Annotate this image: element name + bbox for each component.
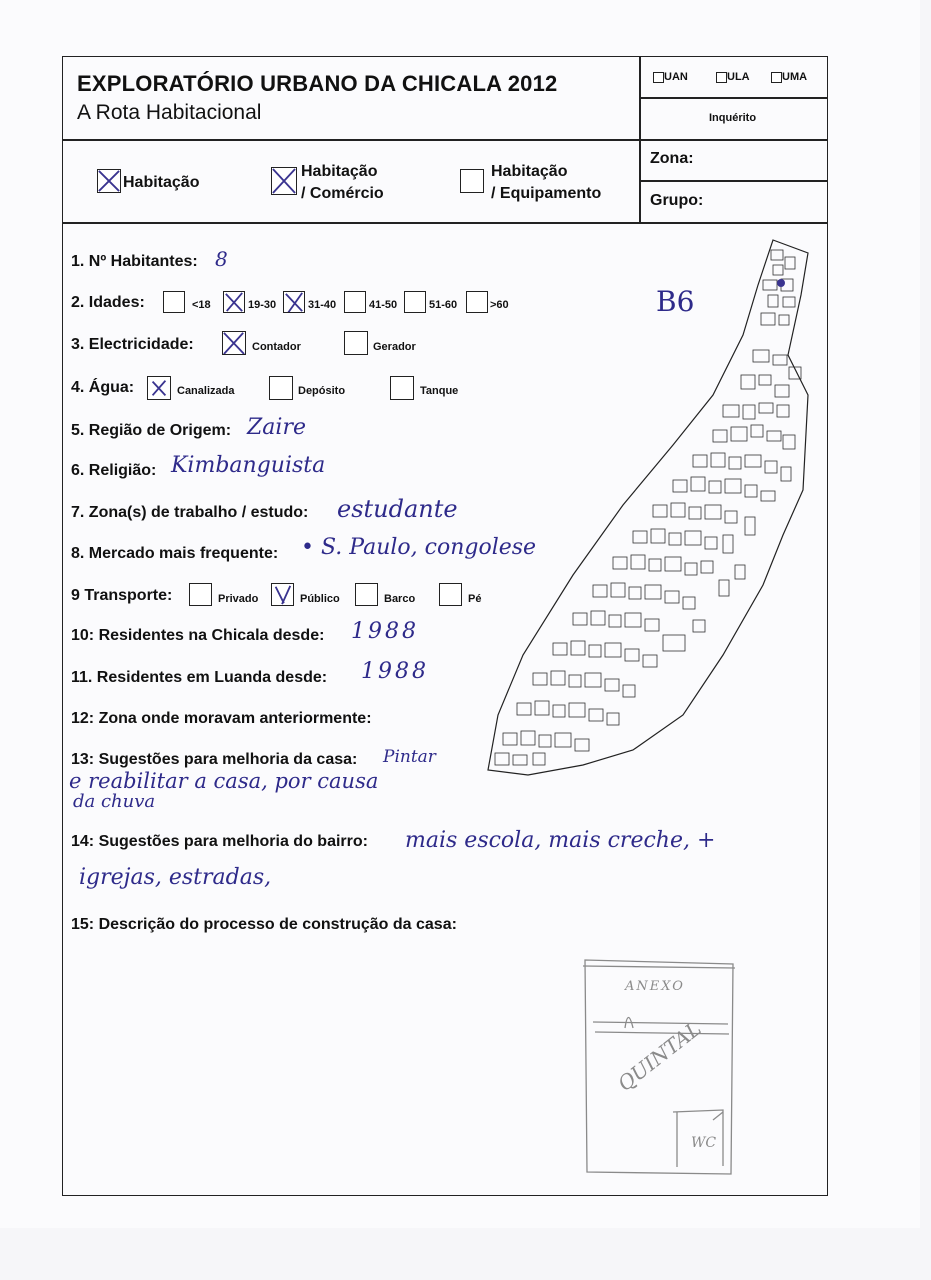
transport-barco-label: Barco: [384, 593, 416, 605]
age-31-40-checkbox[interactable]: [283, 291, 305, 313]
transport-privado-checkbox[interactable]: [189, 583, 212, 606]
q8-answer: • S. Paulo, congolese: [301, 535, 537, 560]
q13-answer-1: Pintar: [383, 747, 436, 767]
elec-contador-checkbox[interactable]: [222, 331, 246, 355]
q13-answer-2: e reabilitar a casa, por causa: [69, 769, 379, 793]
q1-answer: 8: [215, 247, 228, 271]
age-51-60-label: 51-60: [429, 299, 458, 311]
age-19-30-label: 19-30: [248, 299, 277, 311]
inquerito-label: Inquérito: [709, 112, 757, 124]
water-tanque-checkbox[interactable]: [390, 376, 414, 400]
water-canalizada-label: Canalizada: [177, 385, 235, 397]
sketch-wc-label: WC: [691, 1135, 717, 1151]
type-hab-equip-label-1: Habitação: [491, 163, 568, 180]
form-subtitle: A Rota Habitacional: [77, 101, 262, 124]
transport-privado-label: Privado: [218, 593, 259, 605]
age-lt18-label: <18: [192, 299, 211, 311]
q12-label: 12: Zona onde moravam anteriormente:: [71, 710, 372, 727]
q10-answer: 1988: [351, 619, 419, 644]
type-habitacao-label: Habitação: [123, 174, 200, 191]
age-lt18-checkbox[interactable]: [163, 291, 185, 313]
age-41-50-checkbox[interactable]: [344, 291, 366, 313]
q14-answer-1: mais escola, mais creche, +: [405, 828, 716, 853]
q11-label: 11. Residentes em Luanda desde:: [71, 669, 328, 686]
sketch-quintal-label: QUINTAL: [613, 1016, 706, 1096]
chicala-map: [483, 235, 813, 780]
type-hab-equip-checkbox[interactable]: [460, 169, 484, 193]
q15-label: 15: Descrição do processo de construção da casa:: [71, 916, 457, 933]
map-code: B6: [656, 285, 695, 318]
age-19-30-checkbox[interactable]: [223, 291, 245, 313]
age-gt60-label: >60: [490, 299, 509, 311]
survey-form: [62, 56, 828, 1196]
q2-label: 2. Idades:: [71, 294, 145, 311]
q14-answer-2: igrejas, estradas,: [79, 865, 272, 890]
water-tanque-label: Tanque: [420, 385, 459, 397]
type-hab-comercio-label-1: Habitação: [301, 163, 378, 180]
institution-uma[interactable]: UMA: [771, 71, 807, 83]
transport-pe-label: Pé: [468, 593, 482, 605]
transport-barco-checkbox[interactable]: [355, 583, 378, 606]
water-deposito-label: Depósito: [298, 385, 346, 397]
type-hab-equip-label-2: / Equipamento: [491, 185, 602, 202]
type-hab-comercio-label-2: / Comércio: [301, 185, 384, 202]
q7-label: 7. Zona(s) de trabalho / estudo:: [71, 504, 309, 521]
map-buildings: [495, 250, 801, 765]
form-title: EXPLORATÓRIO URBANO DA CHICALA 2012: [77, 71, 558, 96]
transport-pe-checkbox[interactable]: [439, 583, 462, 606]
transport-publico-checkbox[interactable]: [271, 583, 294, 606]
transport-publico-label: Público: [300, 593, 340, 605]
q13-answer-3: da chuva: [73, 791, 156, 812]
q10-label: 10: Residentes na Chicala desde:: [71, 627, 325, 644]
type-hab-comercio-checkbox[interactable]: [271, 167, 297, 195]
q3-label: 3. Electricidade:: [71, 336, 194, 353]
type-habitacao-checkbox[interactable]: [97, 169, 121, 193]
age-31-40-label: 31-40: [308, 299, 337, 311]
q6-label: 6. Religião:: [71, 462, 157, 479]
q9-label: 9 Transporte:: [71, 587, 173, 604]
q7-answer: estudante: [337, 495, 458, 523]
q14-label: 14: Sugestões para melhoria do bairro:: [71, 833, 368, 850]
institution-uan[interactable]: UAN: [653, 71, 688, 83]
age-41-50-label: 41-50: [369, 299, 398, 311]
water-canalizada-checkbox[interactable]: [147, 376, 171, 400]
q5-answer: Zaire: [247, 415, 306, 440]
elec-gerador-checkbox[interactable]: [344, 331, 368, 355]
q6-answer: Kimbanguista: [171, 453, 326, 478]
water-deposito-checkbox[interactable]: [269, 376, 293, 400]
elec-contador-label: Contador: [252, 341, 301, 353]
q8-label: 8. Mercado mais frequente:: [71, 545, 279, 562]
zona-label: Zona:: [650, 150, 694, 167]
sketch-anexo-label: ANEXO: [625, 979, 685, 994]
q13-label: 13: Sugestões para melhoria da casa:: [71, 751, 358, 768]
q4-label: 4. Água:: [71, 379, 135, 396]
grupo-label: Grupo:: [650, 192, 704, 209]
q5-label: 5. Região de Origem:: [71, 422, 232, 439]
institution-ula[interactable]: ULA: [716, 71, 750, 83]
age-51-60-checkbox[interactable]: [404, 291, 426, 313]
q11-answer: 1988: [361, 659, 429, 684]
q1-label: 1. Nº Habitantes:: [71, 253, 198, 270]
elec-gerador-label: Gerador: [373, 341, 416, 353]
